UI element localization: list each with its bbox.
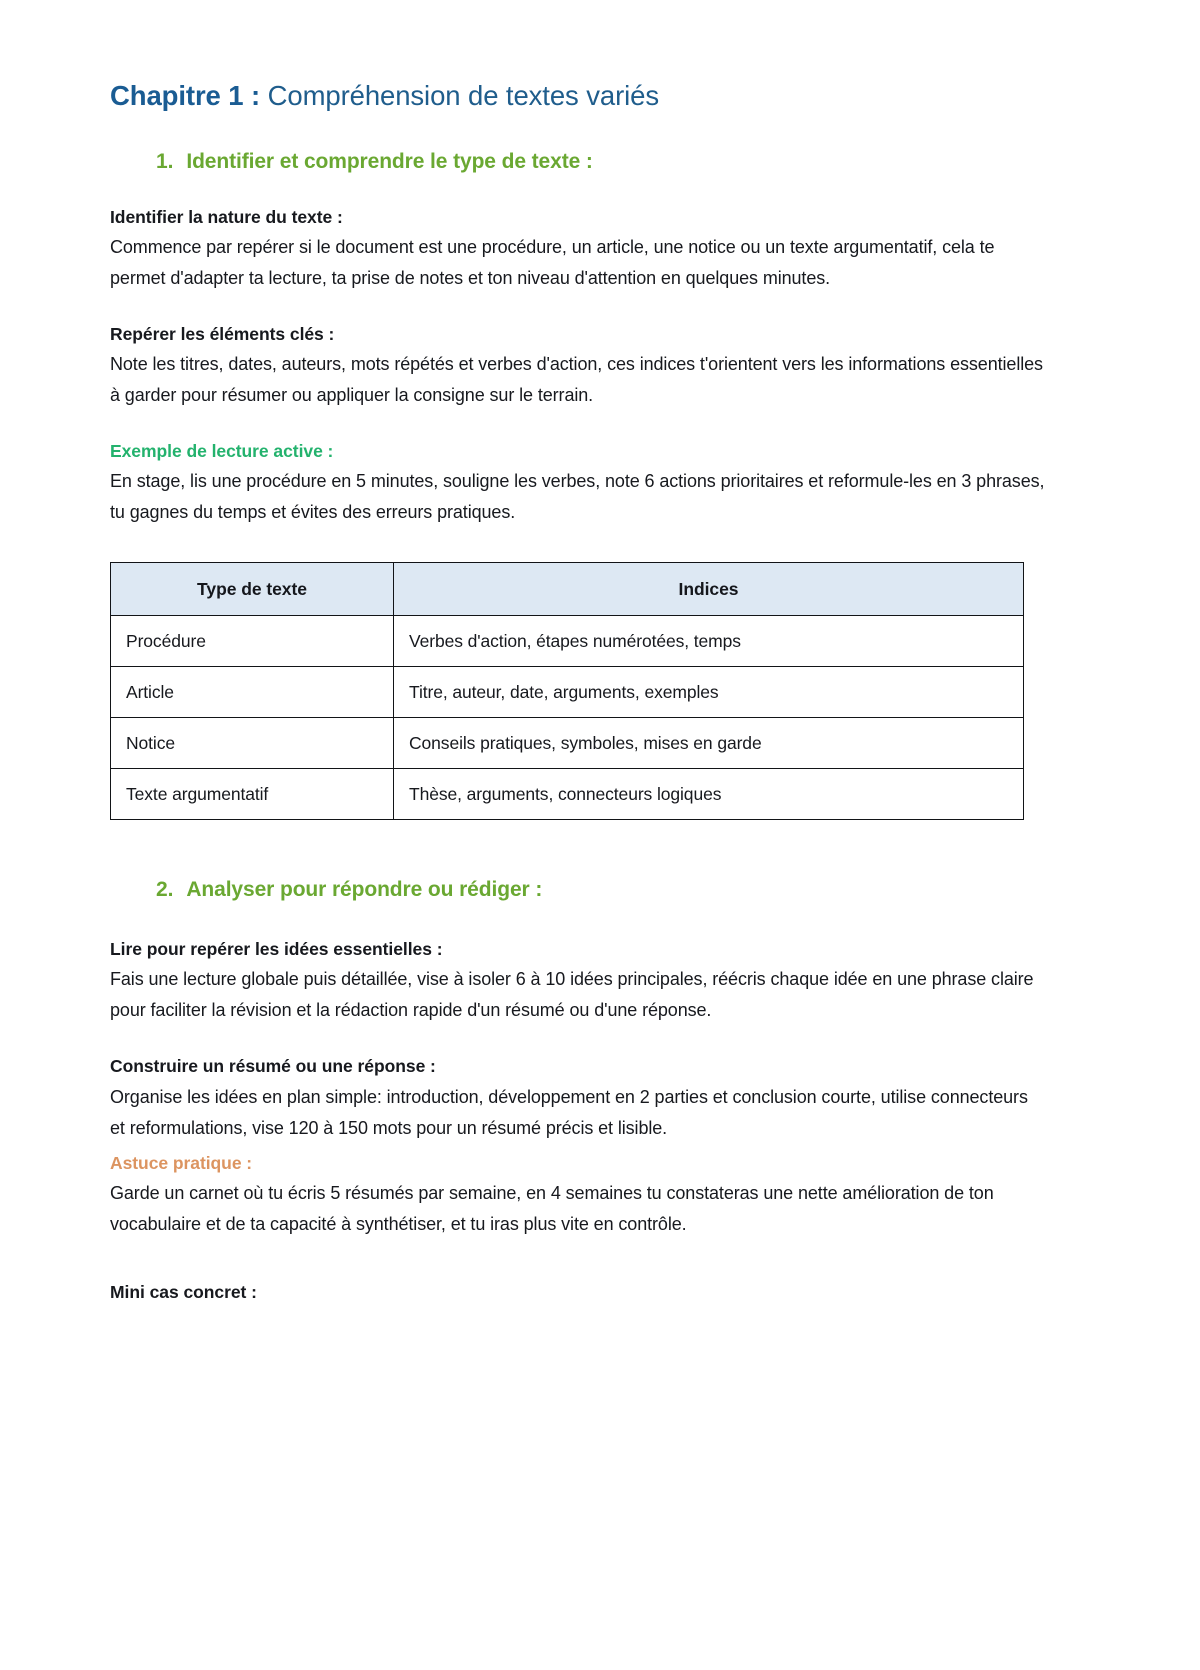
block-paragraph: Commence par repérer si le document est une procédure, un article, une notice ou un texte argumentatif, cela te permet d'adapter ta lecture, ta prise de notes et ton niveau d'attention en quelques minutes. — [110, 237, 995, 288]
table-row — [111, 616, 1024, 667]
chapter-label: Chapitre 1 : — [110, 80, 261, 111]
table-header-cell: Type de texte — [111, 563, 394, 616]
text-type-table — [110, 562, 1024, 820]
table-row — [111, 667, 1024, 718]
content-block — [110, 1053, 1050, 1143]
page-title — [110, 78, 1050, 114]
table-cell-indices: Conseils pratiques, symboles, mises en garde — [394, 718, 1024, 769]
table-cell-type: Article — [111, 667, 394, 718]
content-block — [110, 321, 1050, 411]
block-paragraph: En stage, lis une procédure en 5 minutes, souligne les verbes, note 6 actions prioritaires et reformule-les en 3 phrases, tu gagnes du temps et évites des erreurs pratiques. — [110, 471, 1045, 523]
table-cell-indices: Verbes d'action, étapes numérotées, temps — [394, 616, 1024, 667]
block-lead: Mini cas concret : — [110, 1281, 257, 1302]
block-lead: Construire un résumé ou une réponse : — [110, 1056, 436, 1077]
section-number-1: 1. — [156, 149, 174, 173]
spacer — [110, 1267, 1050, 1279]
section-title-2: Analyser pour répondre ou rédiger : — [186, 878, 543, 902]
content-block — [110, 936, 1050, 1026]
table-header-cell: Indices — [394, 563, 1024, 616]
table-row — [111, 718, 1024, 769]
block-lead-highlight: Exemple de lecture active : — [110, 441, 334, 462]
block-lead: Lire pour repérer les idées essentielles : — [110, 939, 443, 960]
block-lead: Repérer les éléments clés : — [110, 323, 335, 344]
table-cell-type: Texte argumentatif — [111, 769, 394, 820]
section-heading-2 — [156, 878, 1050, 902]
block-paragraph: Note les titres, dates, auteurs, mots répétés et verbes d'action, ces indices t'orientent vers les informations essentielles à garder pour résumer ou appliquer la consigne sur le terrain. — [110, 354, 1043, 406]
section-heading-1 — [156, 150, 1050, 174]
section-number-2: 2. — [156, 878, 174, 902]
section-title-1: Identifier et comprendre le type de texte : — [186, 149, 593, 173]
table-row — [111, 769, 1024, 820]
table-cell-indices: Thèse, arguments, connecteurs logiques — [394, 769, 1024, 820]
text-type-table-wrapper — [110, 562, 1050, 820]
content-block — [110, 204, 1050, 294]
table-cell-type: Procédure — [111, 616, 394, 667]
block-lead-highlight: Astuce pratique : — [110, 1152, 253, 1173]
block-lead: Identifier la nature du texte : — [110, 206, 343, 227]
table-cell-type: Notice — [111, 718, 394, 769]
chapter-subtitle: Compréhension de textes variés — [260, 80, 659, 111]
table-cell-indices: Titre, auteur, date, arguments, exemples — [394, 667, 1024, 718]
table-header-row — [111, 563, 1024, 616]
content-block — [110, 438, 1050, 528]
block-paragraph: Organise les idées en plan simple: introduction, développement en 2 parties et conclusion courte, utilise connecteurs et reformulations, vise 120 à 150 mots pour un résumé précis et lisible. — [110, 1086, 1028, 1138]
block-paragraph: Garde un carnet où tu écris 5 résumés par semaine, en 4 semaines tu constateras une nette amélioration de ton vocabulaire et de ta capacité à synthétiser, et tu iras plus vite en contrôle. — [110, 1182, 994, 1234]
content-block — [110, 1279, 1050, 1305]
content-block — [110, 1150, 1050, 1240]
block-paragraph: Fais une lecture globale puis détaillée, vise à isoler 6 à 10 idées principales, réécris chaque idée en une phrase claire pour faciliter la révision et la rédaction rapide d'un résumé ou d'une réponse. — [110, 969, 1034, 1021]
